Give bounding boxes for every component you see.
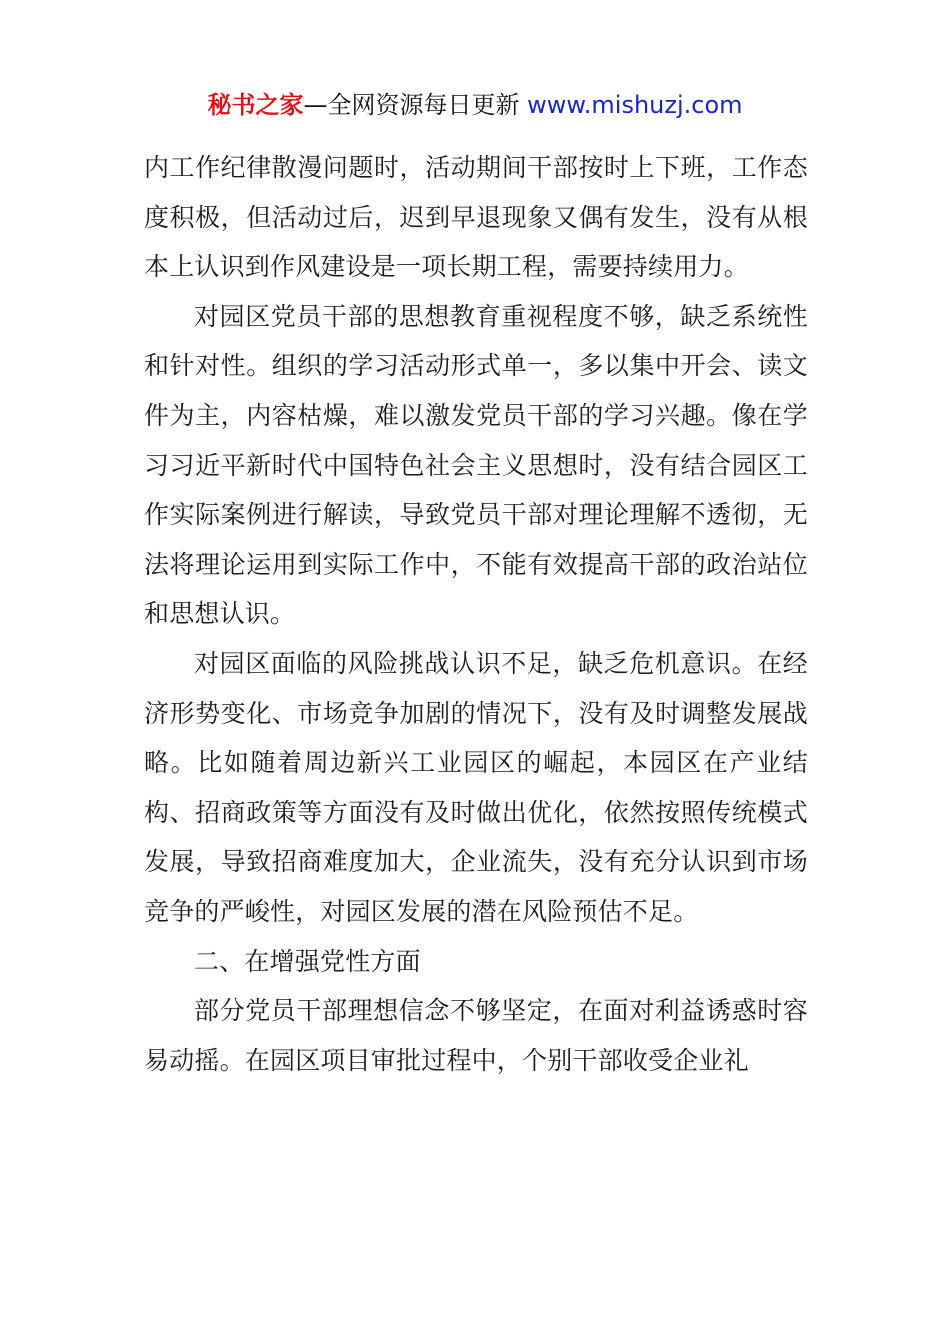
paragraph-risk-awareness: 对园区面临的风险挑战认识不足，缺乏危机意识。在经济形势变化、市场竞争加剧的情况下，没有及时调整发展战略。比如随着周边新兴工业园区的崛起，本园区在产业结构、招商政策等方面没有及时做出优化，依然按照传统模式发展，导致招商难度加大，企业流失，没有充分认识到市场竞争的严峻性，对园区发展的潜在风险预估不足。 [144,648,808,926]
paragraph-ideological-education: 对园区党员干部的思想教育重视程度不够，缺乏系统性和针对性。组织的学习活动形式单一，多以集中开会、读文件为主，内容枯燥，难以激发党员干部的学习兴趣。像在学习习近平新时代中国特色社会主义思想时，没有结合园区工作实际案例进行解读，导致党员干部对理论理解不透彻，无法将理论运用到实际工作中，不能有效提高干部的政治站位和思想认识。 [144,301,808,629]
paragraph-ideals-beliefs: 部分党员干部理想信念不够坚定，在面对利益诱惑时容易动摇。在园区项目审批过程中，个别干部收受企业礼 [144,996,808,1075]
page-header [0,88,950,122]
paragraph-continuation: 内工作纪律散漫问题时，活动期间干部按时上下班，工作态度积极，但活动过后，迟到早退现象又偶有发生，没有从根本上认识到作风建设是一项长期工程，需要持续用力。 [144,153,808,282]
section-heading: 二、在增强党性方面 [194,946,421,976]
brand-name: 秘书之家 [207,91,304,119]
header-separator: — [303,91,328,119]
header-tagline: 全网资源每日更新 [327,91,520,119]
site-url-link[interactable]: www.mishuzj.com [527,91,743,119]
document-body [144,143,808,1085]
